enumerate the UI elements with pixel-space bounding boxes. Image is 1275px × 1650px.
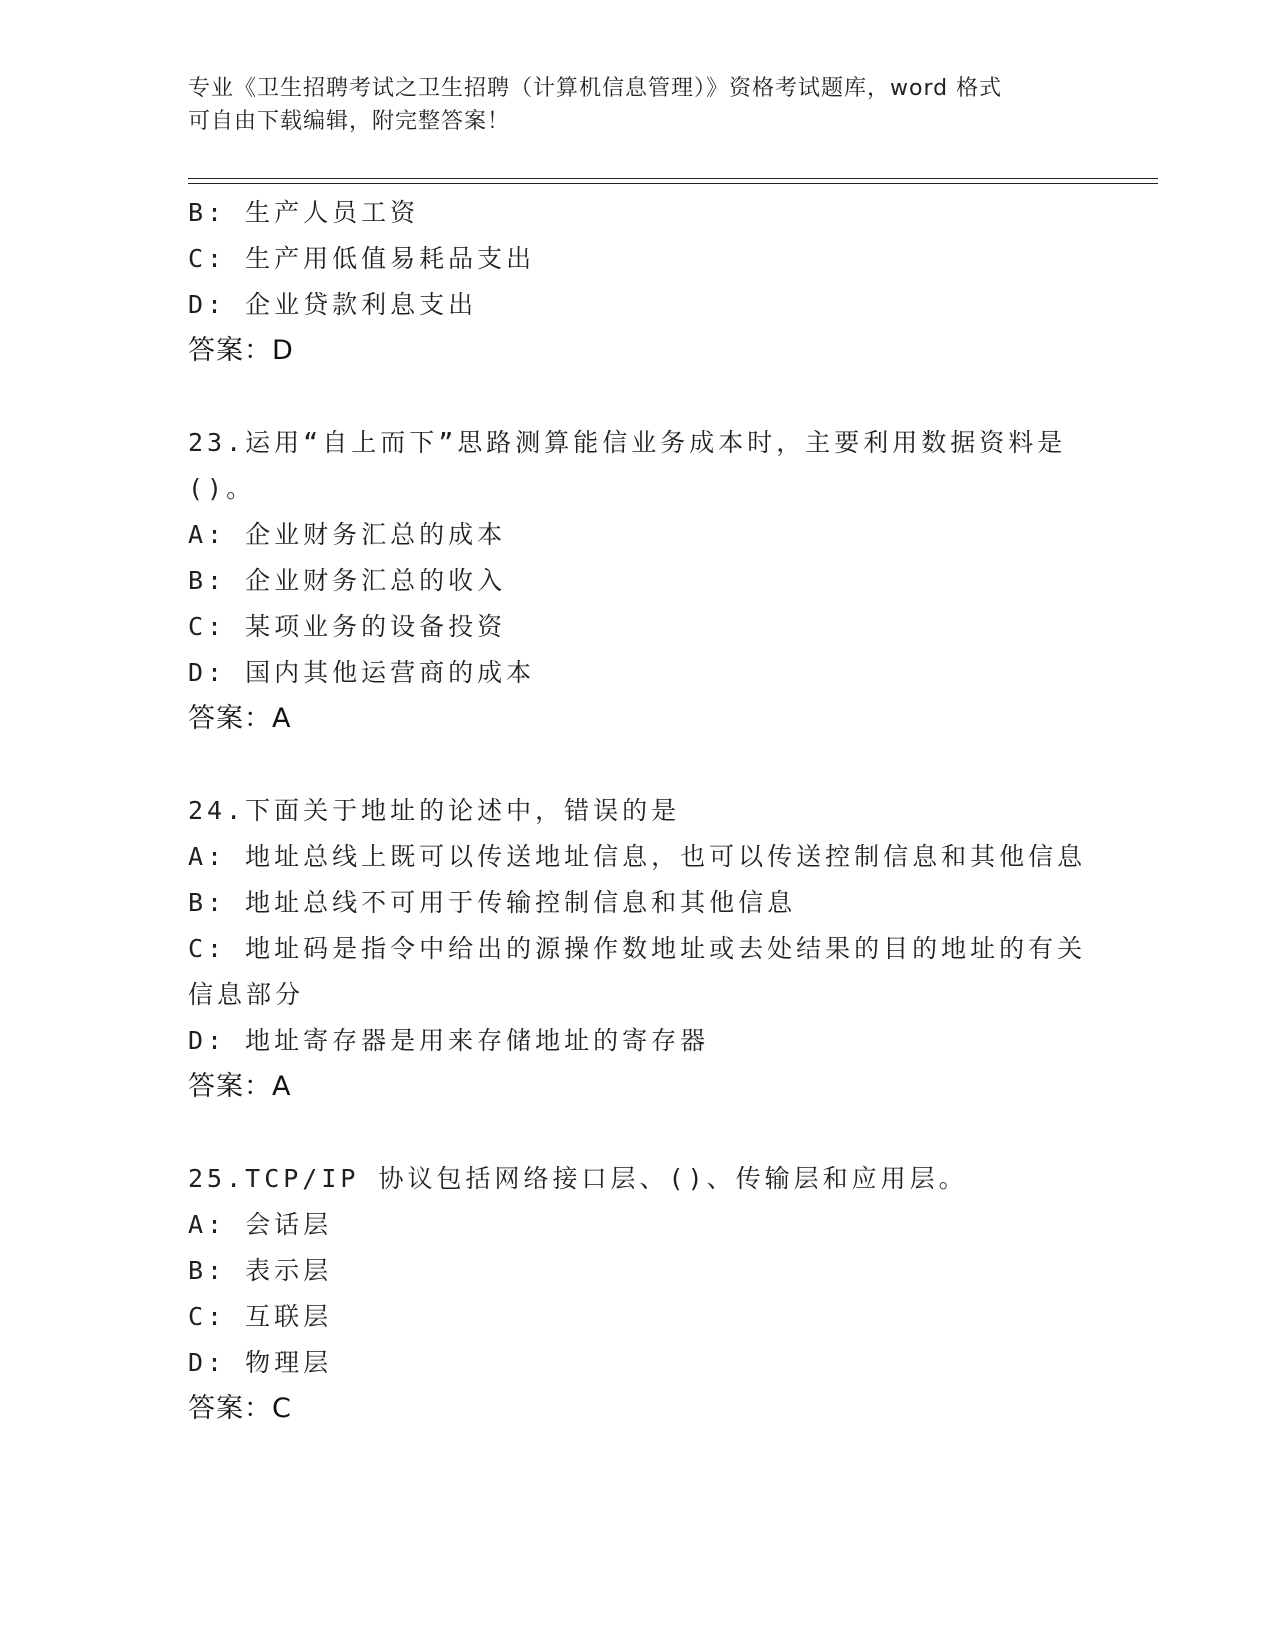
option-b: B: 生产人员工资: [188, 198, 420, 227]
question-25: [188, 1156, 1088, 1432]
header-divider-top: [188, 178, 1158, 179]
answer: 答案：C: [188, 1393, 292, 1424]
question-stem: 25.TCP/IP 协议包括网络接口层、()、传输层和应用层。: [188, 1164, 968, 1193]
answer: 答案：A: [188, 1071, 292, 1102]
option-a: A: 地址总线上既可以传送地址信息，也可以传送控制信息和其他信息: [188, 842, 1087, 871]
option-a: A: 企业财务汇总的成本: [188, 520, 507, 549]
header-divider-bottom: [188, 183, 1158, 184]
spacer: [188, 1110, 1088, 1156]
option-b: B: 地址总线不可用于传输控制信息和其他信息: [188, 888, 797, 917]
option-b: B: 表示层: [188, 1256, 333, 1285]
spacer: [188, 742, 1088, 788]
question-stem: 24.下面关于地址的论述中，错误的是: [188, 796, 681, 825]
option-d: D: 地址寄存器是用来存储地址的寄存器: [188, 1026, 710, 1055]
option-a: A: 会话层: [188, 1210, 333, 1239]
question-list: [188, 190, 1088, 1432]
option-b: B: 企业财务汇总的收入: [188, 566, 507, 595]
option-c: C: 地址码是指令中给出的源操作数地址或去处结果的目的地址的有关: [188, 934, 1087, 963]
document-header: [188, 72, 1088, 138]
option-c: C: 某项业务的设备投资: [188, 612, 507, 641]
answer: 答案：D: [188, 335, 294, 366]
option-c: C: 互联层: [188, 1302, 333, 1331]
header-line-1: 专业《卫生招聘考试之卫生招聘（计算机信息管理）》资格考试题库，word 格式: [188, 76, 1003, 101]
spacer: [188, 374, 1088, 420]
option-c: C: 生产用低值易耗品支出: [188, 244, 536, 273]
question-23: [188, 420, 1088, 742]
option-d: D: 物理层: [188, 1348, 333, 1377]
option-d: D: 国内其他运营商的成本: [188, 658, 536, 687]
option-c-continued: 信息部分: [188, 980, 305, 1009]
header-line-2: 可自由下载编辑，附完整答案！: [188, 109, 511, 134]
question-24: [188, 788, 1088, 1110]
question-stem: 23.运用“自上而下”思路测算能信业务成本时，主要利用数据资料是: [188, 428, 1067, 457]
option-d: D: 企业贷款利息支出: [188, 290, 478, 319]
answer: 答案：A: [188, 703, 292, 734]
question-22: [188, 190, 1088, 374]
question-stem-continued: ()。: [188, 474, 256, 503]
